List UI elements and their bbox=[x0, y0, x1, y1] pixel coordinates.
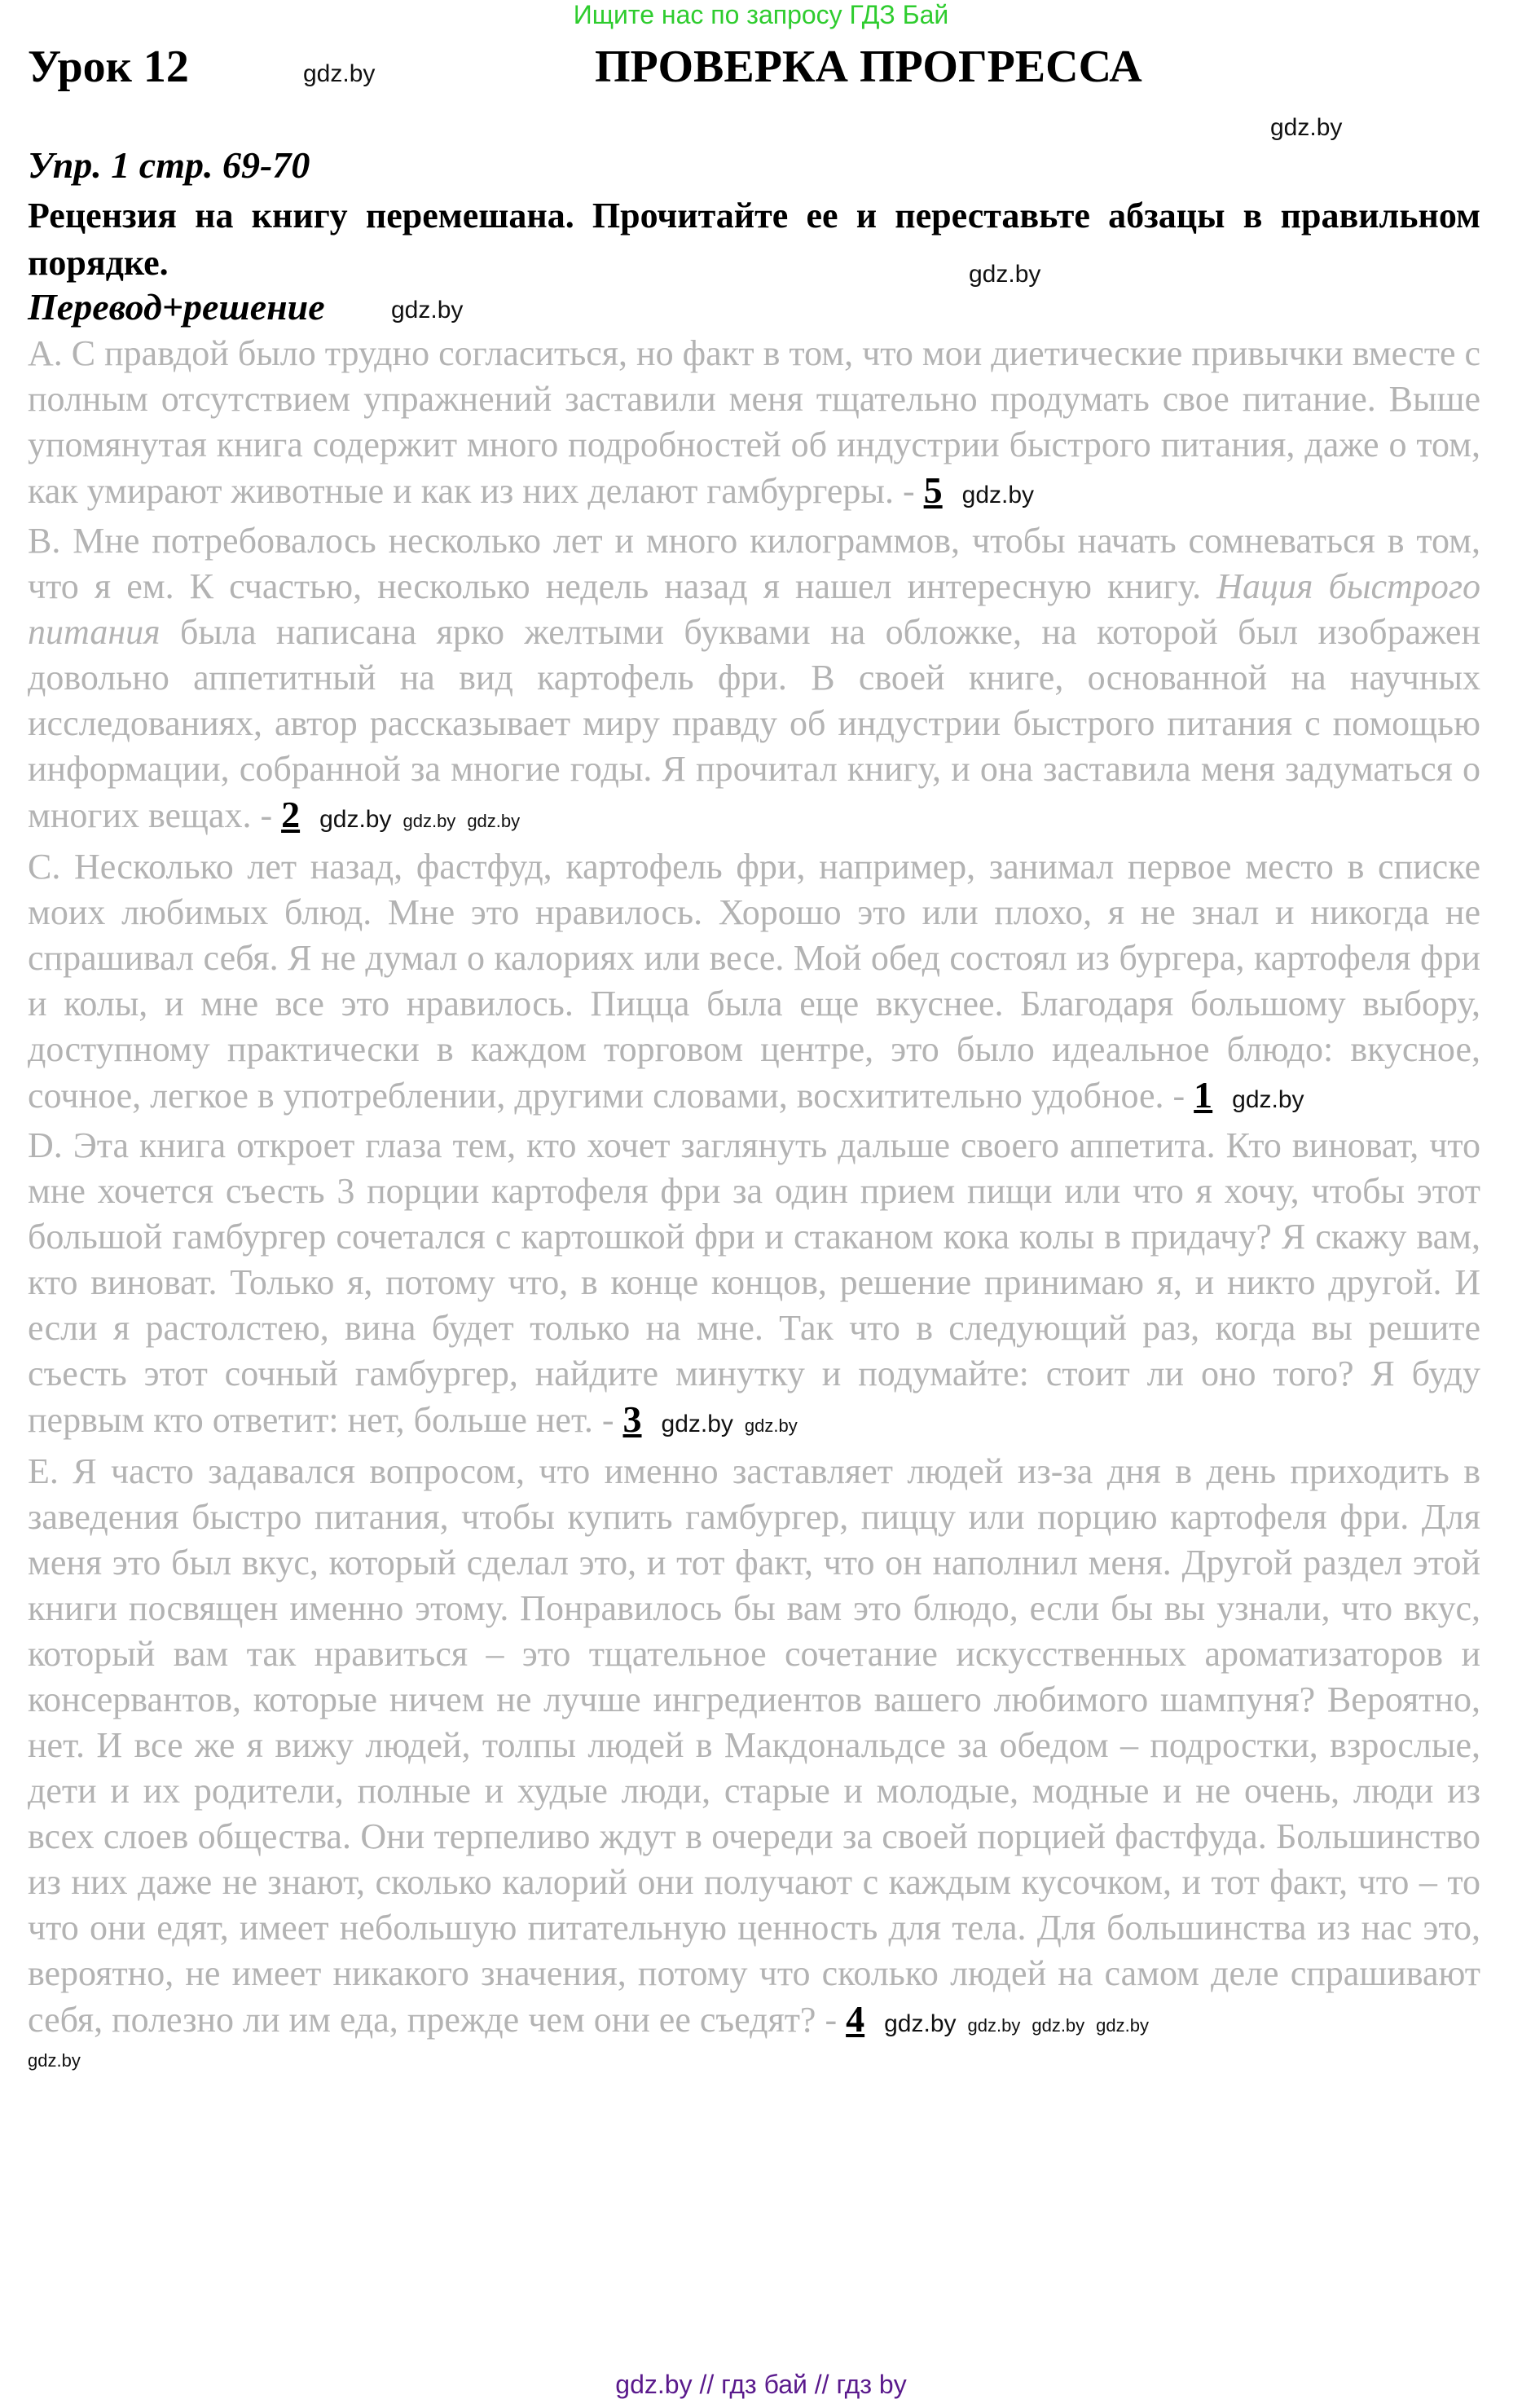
paragraph-text: A. С правдой было трудно согласиться, но факт в том, что мои диетические привычки вместе с полным отсутствием упражнений заставили меня тщательно продумать свое питание. Выше упомянутая книга содержит много подробностей об индустрии быстрого питания, даже о том, как умирают животные и как из них делают гамбургеры. - bbox=[28, 333, 1481, 511]
lesson-number: Урок 12 bbox=[28, 42, 189, 92]
answer-number: 5 bbox=[923, 469, 943, 511]
watermark: gdz.by bbox=[303, 60, 376, 87]
answer-number: 4 bbox=[846, 1998, 865, 2040]
paragraph-a bbox=[28, 331, 1480, 518]
answer-number: 2 bbox=[281, 794, 301, 835]
footer-links: gdz.by // гдз бай // гдз by bbox=[615, 2370, 907, 2399]
paragraph-text: E. Я часто задавался вопросом, что именно заставляет людей из-за дня в день приходить в заведения быстро питания, чтобы купить гамбургер, пиццу или порцию картофеля фри. Для меня это был вкус, который сделал это, и тот факт, что он наполнил меня. Другой раздел этой книги посвящен именно этому. Понравилось бы вам это блюдо, если бы вы узнали, что вкус, который вам так нравиться – это тщательное сочетание искусственных ароматизаторов и консервантов, которые ничем не лучше ингредиентов вашего любимого шампуня? Вероятно, нет. И все же я вижу людей, толпы людей в Макдональдсе за обедом – подростки, взрослые, дети и их родители, полные и худые люди, старые и молодые, модные и не очень, люди из всех слоев общества. Они терпеливо ждут в очереди за своей порцией фастфуда. Большинство из них даже не знают, сколько калорий они получают с каждым кусочком, и тот факт, что – то что они едят, имеет небольшую питательную ценность для тела. Для большинства из нас это, вероятно, не имеет никакого значения, потому что сколько людей на самом деле спрашивают себя, полезно ли им еда, прежде чем они ее съедят? - bbox=[28, 1451, 1480, 2040]
watermark: gdz.by bbox=[744, 1415, 798, 1436]
paragraph-e bbox=[28, 1449, 1480, 2049]
book-title: Нация быстрого питания bbox=[28, 566, 1480, 652]
paragraph-b bbox=[28, 518, 1480, 844]
watermark: gdz.by bbox=[402, 811, 456, 831]
watermark: gdz.by bbox=[1232, 1086, 1304, 1113]
watermark: gdz.by bbox=[967, 2015, 1021, 2036]
watermark: gdz.by bbox=[467, 811, 521, 831]
watermark: gdz.by bbox=[319, 806, 392, 833]
watermark: gdz.by bbox=[28, 2050, 81, 2071]
exercise-reference: Упр. 1 стр. 69-70 bbox=[28, 144, 310, 186]
paragraph-text: B. Мне потребовалось несколько лет и много килограммов, чтобы начать сомневаться в том, что я ем. К счастью, несколько недель назад я нашел интересную книгу. bbox=[28, 521, 1480, 606]
watermark: gdz.by bbox=[1270, 114, 1343, 141]
page-title: ПРОВЕРКА ПРОГРЕССА bbox=[595, 42, 1142, 92]
watermark: gdz.by bbox=[961, 482, 1035, 508]
paragraph-text: C. Несколько лет назад, фастфуд, картофель фри, например, занимал первое место в списке моих любимых блюд. Мне это нравилось. Хорошо это или плохо, я не знал и никогда не спрашивал себя. Я не думал о калориях или весе. Мой обед состоял из бургера, картофеля фри и колы, и мне все это нравилось. Пицца была еще вкуснее. Благодаря большому выбору, доступному практически в каждом торговом центре, это было идеальное блюдо: вкусное, сочное, легкое в употреблении, другими словами, восхитительно удобное. - bbox=[28, 847, 1480, 1116]
paragraph-text: D. Эта книга откроет глаза тем, кто хочет заглянуть дальше своего аппетита. Кто виноват, что мне хочется съесть 3 порции картофеля фри за один прием пищи или что я хочу, чтобы этот большой гамбургер сочетался с картошкой фри и стаканом кока колы в придачу? Я скажу вам, кто виноват. Только я, потому что, в конце концов, решение принимаю я, и никто другой. И если я растолстею, вина будет только на мне. Так что в следующий раз, когда вы решите съесть этот сочный гамбургер, найдите минутку и подумайте: стоит ли оно того? Я буду первым кто ответит: нет, больше нет. - bbox=[28, 1125, 1480, 1440]
section-subtitle: Перевод+решение bbox=[28, 286, 325, 328]
answer-number: 1 bbox=[1194, 1074, 1213, 1116]
review-text bbox=[28, 331, 1480, 2073]
paragraph-text: была написана ярко желтыми буквами на обложке, на которой был изображен довольно аппетитный на вид картофель фри. В своей книге, основанной на научных исследованиях, автор рассказывает миру правду об индустрии быстрого питания с помощью информации, собранной за многие годы. Я прочитал книгу, и она заставила меня задуматься о многих вещах. - bbox=[28, 612, 1480, 835]
paragraph-c bbox=[28, 844, 1480, 1123]
answer-number: 3 bbox=[622, 1398, 642, 1440]
watermark: gdz.by bbox=[969, 261, 1041, 288]
task-instruction: Рецензия на книгу перемешана. Прочитайте ее и переставьте абзацы в правильном порядке. bbox=[28, 196, 1480, 283]
search-banner: Ищите нас по запросу ГДЗ Бай bbox=[573, 0, 949, 29]
watermark: gdz.by bbox=[884, 2010, 957, 2037]
watermark: gdz.by bbox=[661, 1411, 733, 1437]
watermark: gdz.by bbox=[1032, 2015, 1085, 2036]
watermark: gdz.by bbox=[1096, 2015, 1149, 2036]
watermark: gdz.by bbox=[391, 297, 464, 324]
paragraph-d bbox=[28, 1123, 1480, 1449]
